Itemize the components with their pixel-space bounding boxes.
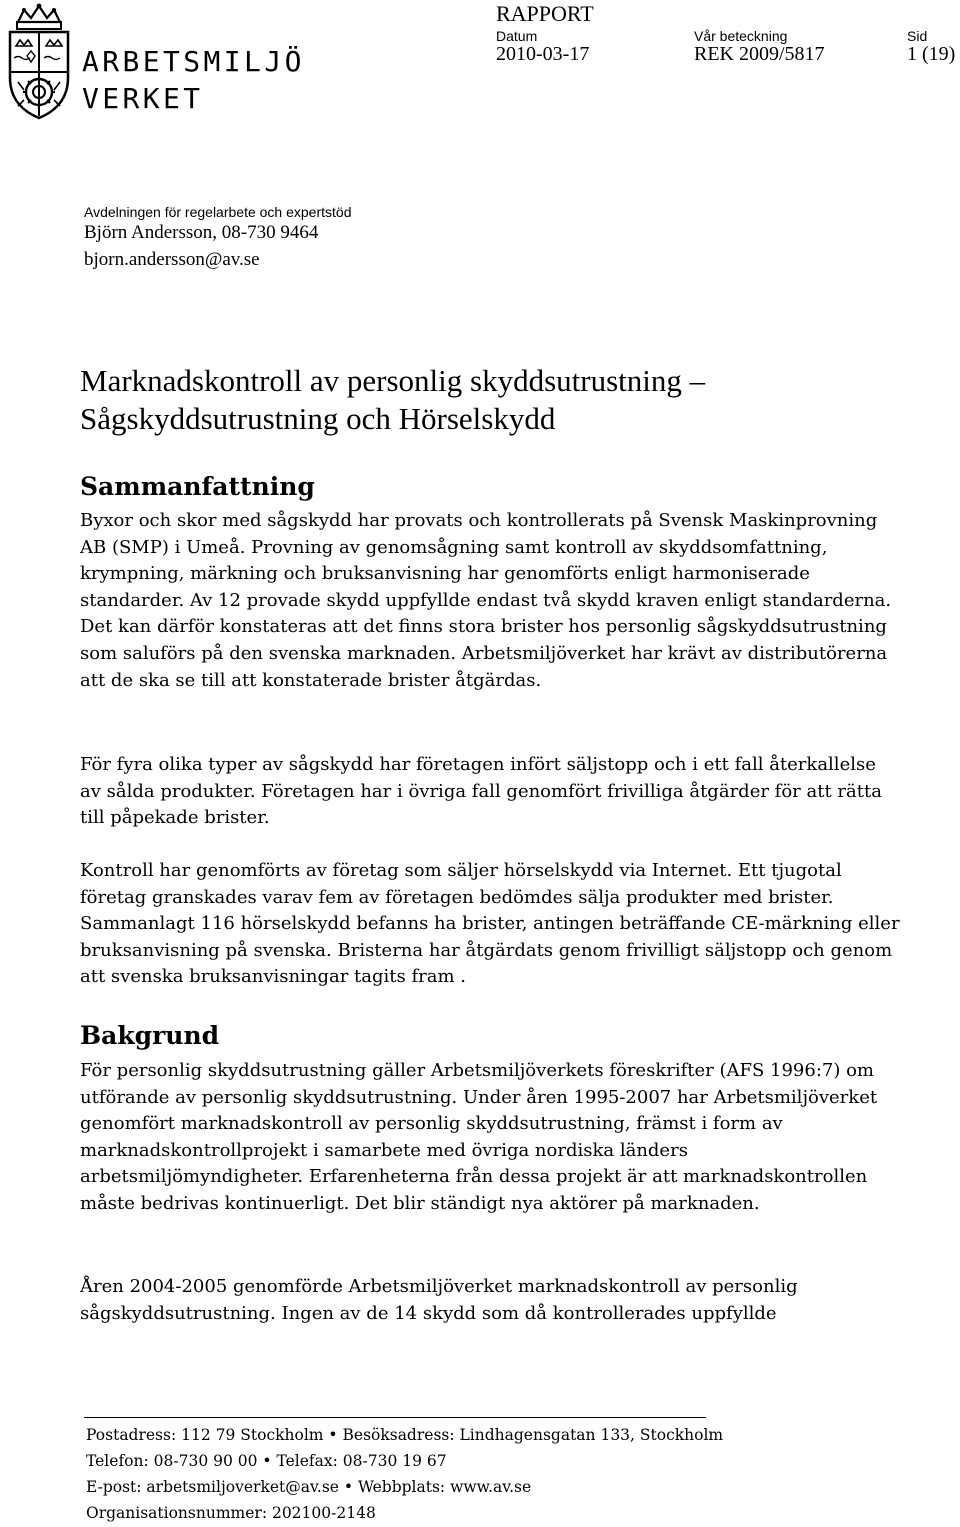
background-heading: Bakgrund (80, 1021, 220, 1050)
date-value: 2010-03-17 (496, 43, 590, 65)
author-email: bjorn.andersson@av.se (84, 249, 260, 270)
author-department: Avdelningen för regelarbete och expertstöd (84, 204, 352, 220)
reference-label: Vår beteckning (694, 28, 788, 44)
date-label: Datum (496, 28, 538, 44)
summary-paragraph-1: Byxor och skor med sågskydd har provats och kontrollerats på Svensk Maskinprovning AB (SMP) i Umeå. Provning av genomsågning samt kontroll av skyddsomfattning, krympning, märkning och bruksanvisning har genomförts enligt harmoniserade standarder. Av 12 provade skydd uppfyllde endast två skydd kraven enligt standarderna. Det kan därför konstateras att det finns stora brister hos personlig sågskyddsutrustning som saluförs på den svenska marknaden. Arbetsmiljöverket har krävt av distributörerna att de ska se till att konstaterade brister åtgärdas. (80, 510, 892, 691)
page-value: 1 (19) (907, 43, 956, 65)
author-name-phone: Björn Andersson, 08-730 9464 (84, 222, 319, 243)
footer-address: Postadress: 112 79 Stockholm • Besöksadress: Lindhagensgatan 133, Stockholm (86, 1426, 724, 1444)
summary-heading: Sammanfattning (80, 472, 315, 501)
footer-web: E-post: arbetsmiljoverket@av.se • Webbplats: www.av.se (86, 1478, 532, 1496)
report-type: RAPPORT (496, 1, 594, 26)
background-paragraph-2: Åren 2004-2005 genomförde Arbetsmiljöverket marknadskontroll av personlig sågskyddsutrustning. Ingen av de 14 skydd som då kontrollerades uppfyllde (80, 1276, 798, 1324)
document-title-line2: Sågskyddsutrustning och Hörselskydd (80, 401, 556, 436)
logo-wordmark-line2: VERKET (82, 82, 204, 115)
page-label: Sid (907, 28, 928, 44)
footer-divider (84, 1417, 706, 1418)
reference-value: REK 2009/5817 (694, 43, 825, 65)
coat-of-arms-icon (4, 2, 74, 120)
summary-paragraph-2: För fyra olika typer av sågskydd har företagen infört säljstopp och i ett fall återkallelse av sålda produkter. Företagen har i övriga fall genomfört frivilliga åtgärder för att rätta till påpekade brister. (80, 754, 882, 829)
footer-org-number: Organisationsnummer: 202100-2148 (86, 1504, 376, 1522)
summary-paragraph-3: Kontroll har genomförts av företag som säljer hörselskydd via Internet. Ett tjugotal företag granskades varav fem av företagen bedömdes sälja produkter med brister. Sammanlagt 116 hörselskydd befanns ha brister, antingen beträffande CE-märkning eller bruksanvisning på svenska. Bristerna har åtgärdats genom frivilligt säljstopp och genom att svenska bruksanvisningar tagits fram . (80, 860, 900, 988)
background-paragraph-1: För personlig skyddsutrustning gäller Arbetsmiljöverkets föreskrifter (AFS 1996:7) om utförande av personlig skyddsutrustning. Under åren 1995-2007 har Arbetsmiljöverket genomfört marknadskontroll av personlig skyddsutrustning, främst i form av marknadskontrollprojekt i samarbete med övriga nordiska länders arbetsmiljömyndigheter. Erfarenheterna från dessa projekt är att marknadskontrollen måste bedrivas kontinuerligt. Det blir ständigt nya aktörer på marknaden. (80, 1060, 878, 1214)
logo-wordmark-line1: ARBETSMILJÖ (82, 45, 305, 78)
document-title-line1: Marknadskontroll av personlig skyddsutrustning – (80, 363, 706, 398)
footer-phone: Telefon: 08-730 90 00 • Telefax: 08-730 19 67 (86, 1452, 447, 1470)
